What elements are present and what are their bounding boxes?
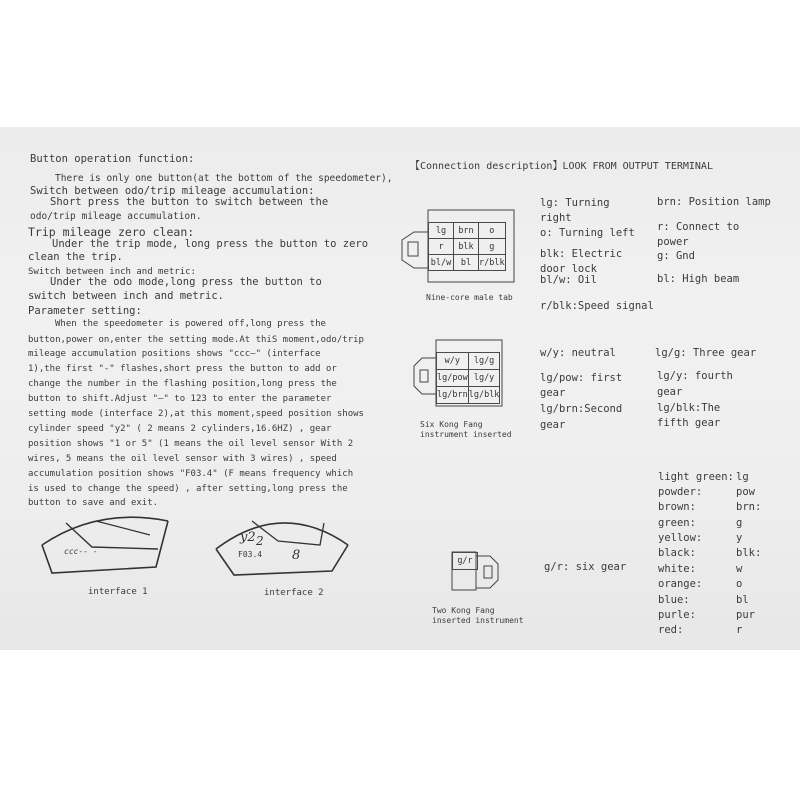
text-line: change the number in the flashing position,long press the: [28, 379, 337, 389]
text-line: Under the trip mode, long press the button to zero: [52, 238, 369, 250]
pin-cell: lg/pow: [437, 370, 469, 387]
text-line: When the speedometer is powered off,long press the: [55, 319, 326, 329]
color-name: blue:: [658, 594, 690, 606]
pin-cell: w/y: [437, 353, 469, 370]
six-kong-pin-grid: [436, 352, 500, 404]
text-line: clean the trip.: [28, 251, 123, 263]
color-name: red:: [658, 624, 684, 636]
legend-line: door lock: [540, 263, 597, 275]
color-code: w: [736, 563, 743, 575]
pin-cell: lg/g: [468, 353, 500, 370]
pin-cell: r/blk: [479, 255, 506, 271]
legend-line: gear: [657, 386, 683, 398]
text-line: Short press the button to switch between the: [50, 196, 329, 208]
legend-line: g/r: six gear: [544, 561, 627, 573]
subheading-switch-odo-trip: Switch between odo/trip mileage accumulation:: [30, 185, 315, 197]
legend-line: w/y: neutral: [540, 347, 616, 359]
color-code: brn:: [736, 501, 762, 513]
color-name: powder:: [658, 486, 703, 498]
six-kong-caption: Six Kong Fang: [420, 420, 483, 429]
legend-line: right: [540, 212, 572, 224]
heading-trip-zero-clean: Trip mileage zero clean:: [28, 225, 195, 239]
pin-cell: g: [479, 239, 506, 255]
legend-line: fifth gear: [657, 417, 721, 429]
legend-line: bl: High beam: [657, 273, 740, 285]
heading-parameter-setting: Parameter setting:: [28, 305, 142, 317]
legend-line: r: Connect to: [657, 221, 740, 233]
text-line: wires, 5 means the oil level sensor with 3 wires) , speed: [28, 454, 337, 464]
legend-line: lg/pow: first: [540, 372, 623, 384]
text-line: 1),the first "-" flashes,short press the button to add or: [28, 364, 337, 374]
color-name: purle:: [658, 609, 696, 621]
pin-cell: r: [429, 239, 454, 255]
legend-line: lg/g: Three gear: [655, 347, 757, 359]
color-name: yellow:: [658, 532, 703, 544]
pin-cell: o: [479, 223, 506, 239]
legend-line: o: Turning left: [540, 227, 635, 239]
pin-cell: lg/y: [468, 370, 500, 387]
text-line: is used to change the speed) , after setting,long press the: [28, 484, 348, 494]
pin-cell: bl/w: [429, 255, 454, 271]
six-kong-caption: instrument inserted: [420, 430, 512, 439]
heading-button-operation: Button operation function:: [30, 153, 195, 165]
legend-line: gear: [540, 419, 566, 431]
interface-1-display: ccc-- -: [64, 547, 98, 556]
legend-line: bl/w: Oil: [540, 274, 597, 286]
legend-line: power: [657, 236, 689, 248]
text-line: Under the odo mode,long press the button to: [50, 276, 322, 288]
legend-line: blk: Electric: [540, 248, 623, 260]
color-code: pow: [736, 486, 755, 498]
interface-2-display: F03.4: [238, 550, 263, 559]
text-line: position shows "1 or 5" (1 means the oil level sensor With 2: [28, 439, 354, 449]
pin-cell: blk: [454, 239, 479, 255]
text-line: cylinder speed "y2" ( 2 means 2 cylinders,16.6HZ) , gear: [28, 424, 332, 434]
connection-header: 【Connection description】LOOK FROM OUTPUT TERMINAL: [410, 161, 713, 172]
legend-line: g: Gnd: [657, 250, 695, 262]
color-name: brown:: [658, 501, 696, 513]
interface-2-drawing: [212, 505, 352, 580]
interface-2-label: interface 2: [264, 588, 324, 598]
nine-core-caption: Nine-core male tab: [426, 293, 513, 302]
text-line: setting mode (interface 2),at this moment,speed position shows: [28, 409, 364, 419]
pin-cell: brn: [454, 223, 479, 239]
legend-line: brn: Position lamp: [657, 196, 771, 208]
two-kong-caption: Two Kong Fang: [432, 606, 495, 615]
pin-cell: bl: [454, 255, 479, 271]
text-line: switch between inch and metric.: [28, 290, 224, 302]
text-line: odo/trip mileage accumulation.: [30, 211, 202, 222]
interface-1-drawing: [38, 505, 173, 577]
legend-line: gear: [540, 387, 566, 399]
color-name: black:: [658, 547, 696, 559]
legend-line: lg/blk:The: [657, 402, 721, 414]
color-name: orange:: [658, 578, 703, 590]
svg-text:2: 2: [256, 534, 264, 548]
text-line: button to save and exit.: [28, 498, 159, 508]
svg-text:y2: y2: [240, 530, 256, 545]
speed-signal-line: r/blk:Speed signal: [540, 300, 654, 312]
legend-line: lg/y: fourth: [657, 370, 733, 382]
legend-line: lg: Turning: [540, 197, 610, 209]
color-code: g: [736, 517, 743, 529]
text-line: accumulation position shows "F03.4" (F means frequency which: [28, 469, 354, 479]
text-line: mileage accumulation positions shows "ccc—" (interface: [28, 349, 321, 359]
color-code: bl: [736, 594, 749, 606]
color-code: r: [736, 624, 743, 636]
color-code: y: [736, 532, 743, 544]
text-line: button,power on,enter the setting mode.At thiS moment,odo/trip: [28, 335, 364, 345]
svg-text:8: 8: [292, 548, 301, 563]
pin-cell: lg: [429, 223, 454, 239]
two-kong-caption: inserted instrument: [432, 616, 524, 625]
color-code: lg: [736, 471, 749, 483]
text-line: There is only one button(at the bottom of the speedometer),: [55, 173, 393, 184]
color-name: white:: [658, 563, 696, 575]
nine-core-pin-grid: [428, 222, 506, 271]
two-kong-pin-cell: g/r: [452, 552, 478, 570]
text-line: button to shift.Adjust "—" to 123 to enter the parameter: [28, 394, 332, 404]
pin-cell: lg/brn: [437, 387, 469, 404]
color-name: light green:: [658, 471, 734, 483]
color-name: green:: [658, 517, 696, 529]
color-code: blk:: [736, 547, 762, 559]
legend-line: lg/brn:Second: [540, 403, 623, 415]
color-code: o: [736, 578, 743, 590]
color-code: pur: [736, 609, 755, 621]
interface-1-label: interface 1: [88, 587, 148, 597]
heading-inch-metric: Switch between inch and metric:: [28, 267, 196, 277]
pin-cell: lg/blk: [468, 387, 500, 404]
